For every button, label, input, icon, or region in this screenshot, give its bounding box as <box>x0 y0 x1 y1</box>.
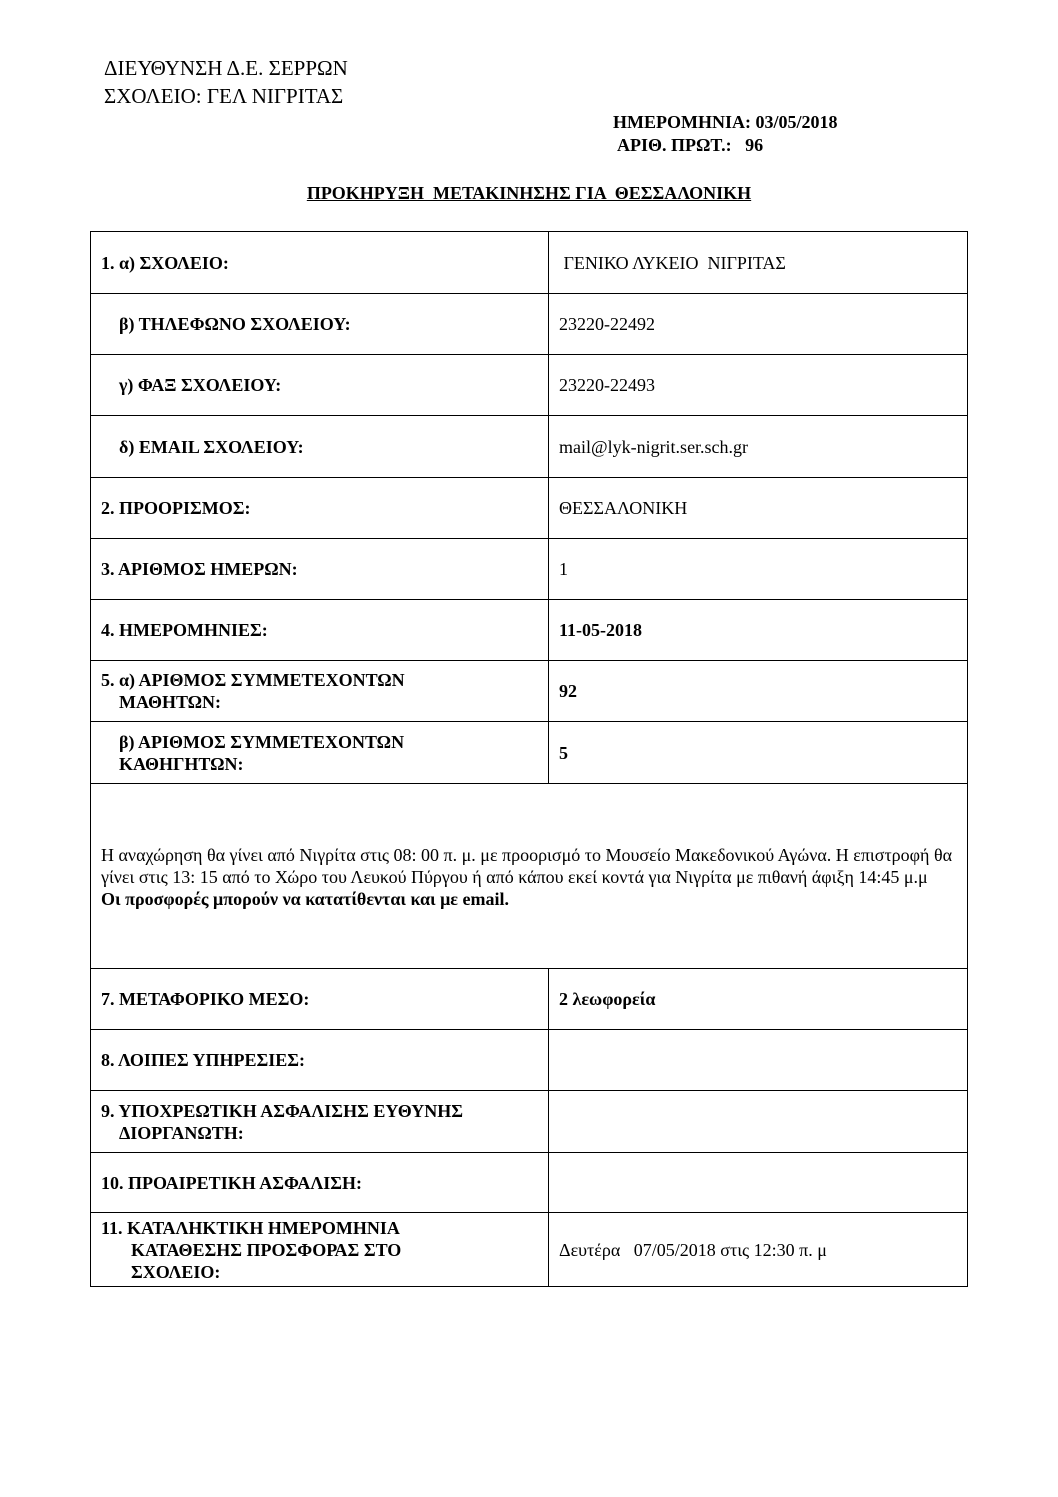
insurance-value <box>549 1091 968 1153</box>
teachers-label-line2: ΚΑΘΗΓΗΤΩΝ: <box>119 753 244 774</box>
days-value: 1 <box>549 539 968 600</box>
table-row <box>91 232 968 294</box>
students-value: 92 <box>549 661 968 722</box>
services-label: 8. ΛΟΙΠΕΣ ΥΠΗΡΕΣΙΕΣ: <box>91 1030 549 1091</box>
students-label <box>91 661 549 722</box>
teachers-value: 5 <box>549 722 968 784</box>
students-label-line1: 5. α) ΑΡΙΘΜΟΣ ΣΥΜΜΕΤΕΧΟΝΤΩΝ <box>101 670 405 690</box>
deadline-value: Δευτέρα 07/05/2018 στις 12:30 π. μ <box>549 1213 968 1287</box>
dates-value: 11-05-2018 <box>549 600 968 661</box>
optional-insurance-value <box>549 1153 968 1213</box>
table-row <box>91 784 968 969</box>
protocol-number: ΑΡΙΘ. ΠΡΩΤ.: 96 <box>617 135 764 155</box>
departure-note-text: Η αναχώρηση θα γίνει από Νιγρίτα στις 08: 00 π. μ. με προορισμό το Μουσείο Μακεδονικού Αγώνα. Η επιστροφή θα γίνει στις 13: 15 από το Χώρο του Λευκού Πύργου ή από κάπου εκεί κοντά για Νιγρίτα με πιθανή άφιξη 14:45 μ.μ <box>101 845 953 887</box>
school-line: ΣΧΟΛΕΙΟ: ΓΕΛ ΝΙΓΡΙΤΑΣ <box>104 84 344 108</box>
table-row <box>91 1030 968 1091</box>
document-date: ΗΜΕΡΟΜΗΝΙΑ: 03/05/2018 <box>613 112 838 132</box>
email-value: mail@lyk-nigrit.ser.sch.gr <box>549 416 968 478</box>
table-row <box>91 969 968 1030</box>
teachers-label <box>91 722 549 784</box>
departure-note <box>91 784 968 969</box>
table-row <box>91 1153 968 1213</box>
transport-value: 2 λεωφορεία <box>549 969 968 1030</box>
services-value <box>549 1030 968 1091</box>
insurance-label-line2: ΔΙΟΡΓΑΝΩΤΗ: <box>119 1122 244 1143</box>
table-row <box>91 661 968 722</box>
table-row <box>91 722 968 784</box>
trip-form-table <box>90 231 968 1287</box>
transport-label: 7. ΜΕΤΑΦΟΡΙΚΟ ΜΕΣΟ: <box>91 969 549 1030</box>
teachers-label-line1: β) ΑΡΙΘΜΟΣ ΣΥΜΜΕΤΕΧΟΝΤΩΝ <box>119 731 405 752</box>
deadline-label-line1: 11. ΚΑΤΑΛΗΚΤΙΚΗ ΗΜΕΡΟΜΗΝΙΑ <box>101 1217 400 1238</box>
insurance-label <box>91 1091 549 1153</box>
deadline-label-line2: ΚΑΤΑΘΕΣΗΣ ΠΡΟΣΦΟΡΑΣ ΣΤΟ <box>131 1239 402 1260</box>
table-row <box>91 539 968 600</box>
optional-insurance-label: 10. ΠΡΟΑΙΡΕΤΙΚΗ ΑΣΦΑΛΙΣΗ: <box>91 1153 549 1213</box>
phone-value: 23220-22492 <box>549 294 968 355</box>
destination-value: ΘΕΣΣΑΛΟΝΙΚΗ <box>549 478 968 539</box>
deadline-label <box>91 1213 549 1287</box>
table-row <box>91 294 968 355</box>
table-row <box>91 355 968 416</box>
email-label: δ) EMAIL ΣΧΟΛΕΙΟΥ: <box>91 416 549 478</box>
phone-label: β) ΤΗΛΕΦΩΝΟ ΣΧΟΛΕΙΟΥ: <box>91 294 549 355</box>
days-label: 3. ΑΡΙΘΜΟΣ ΗΜΕΡΩΝ: <box>91 539 549 600</box>
table-row <box>91 1091 968 1153</box>
fax-value: 23220-22493 <box>549 355 968 416</box>
insurance-label-line1: 9. ΥΠΟΧΡΕΩΤΙΚΗ ΑΣΦΑΛΙΣΗΣ ΕΥΘΥΝΗΣ <box>101 1100 463 1121</box>
directorate-line: ΔΙΕΥΘΥΝΣΗ Δ.Ε. ΣΕΡΡΩΝ <box>104 56 348 80</box>
document-title: ΠΡΟΚΗΡΥΞΗ ΜΕΤΑΚΙΝΗΣΗΣ ΓΙΑ ΘΕΣΣΑΛΟΝΙΚΗ <box>306 183 752 203</box>
school-label: 1. α) ΣΧΟΛΕΙΟ: <box>91 232 549 294</box>
students-label-line2: ΜΑΘΗΤΩΝ: <box>119 692 222 712</box>
table-row <box>91 600 968 661</box>
destination-label: 2. ΠΡΟΟΡΙΣΜΟΣ: <box>91 478 549 539</box>
dates-label: 4. ΗΜΕΡΟΜΗΝΙΕΣ: <box>91 600 549 661</box>
fax-label: γ) ΦΑΞ ΣΧΟΛΕΙΟΥ: <box>91 355 549 416</box>
table-row <box>91 478 968 539</box>
school-value: ΓΕΝΙΚΟ ΛΥΚΕΙΟ ΝΙΓΡΙΤΑΣ <box>549 232 968 294</box>
departure-note-email: Οι προσφορές μπορούν να κατατίθενται και με email. <box>101 889 509 909</box>
table-row <box>91 416 968 478</box>
deadline-label-line3: ΣΧΟΛΕΙΟ: <box>131 1261 221 1282</box>
table-row <box>91 1213 968 1287</box>
